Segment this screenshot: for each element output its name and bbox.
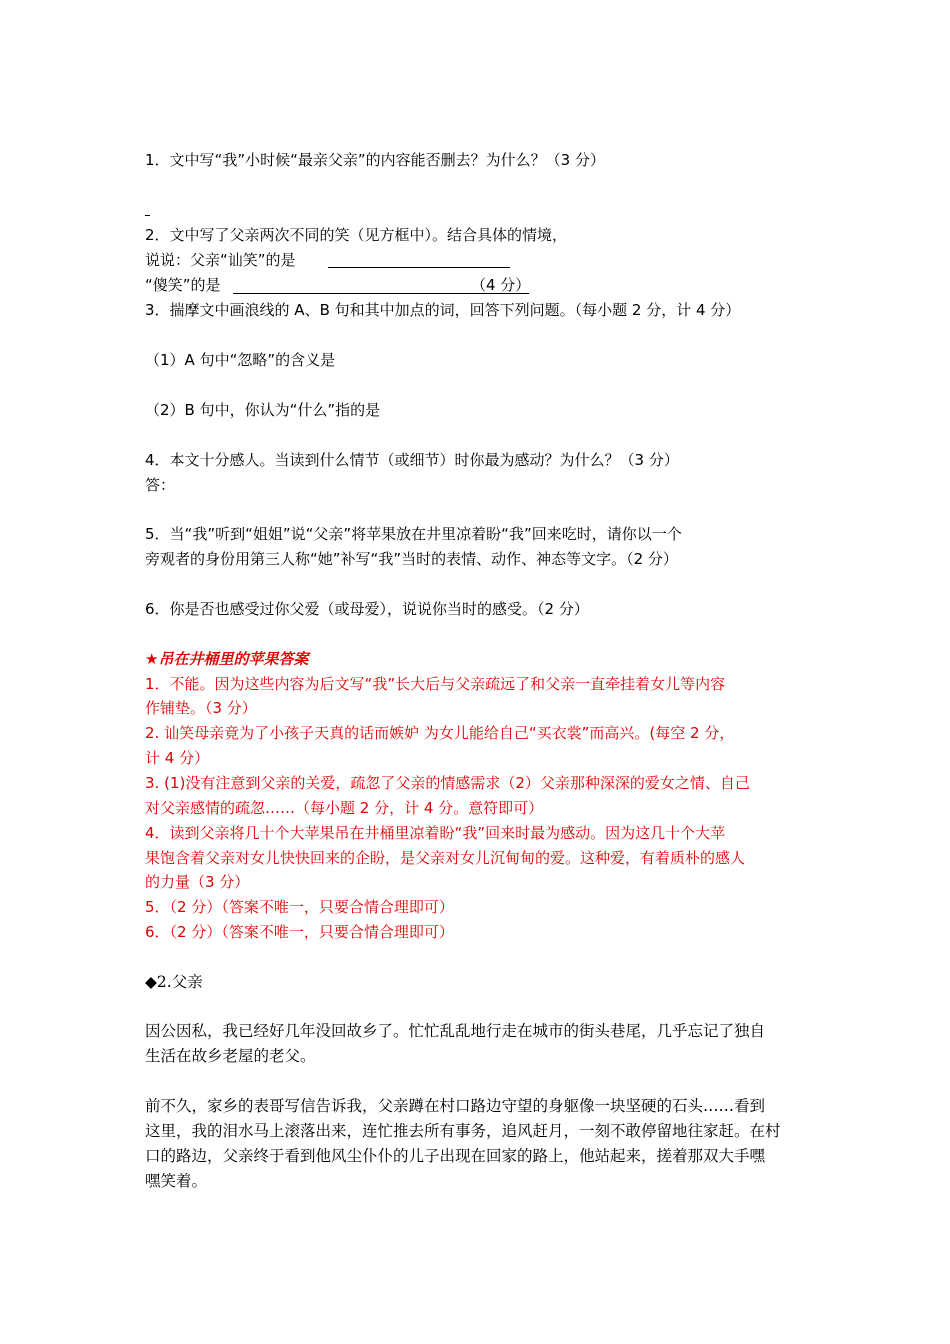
story-p2-line-3: 口的路边，父亲终于看到他风尘仆仆的儿子出现在回家的路上，他站起来，搓着那双大手嘿	[145, 1147, 766, 1165]
answer-6: 6．（2 分）（答案不唯一，只要合情合理即可）	[145, 923, 454, 941]
question-2-line-2: 说说：父亲“讪笑”的是	[145, 251, 296, 269]
question-2-line-1: 2．文中写了父亲两次不同的笑（见方框中）。结合具体的情境，	[145, 226, 568, 244]
story-heading: ◆2.父亲	[145, 973, 203, 991]
question-3-1: （1）A 句中“忽略”的含义是	[145, 351, 336, 369]
story-p2-line-4: 嘿笑着。	[145, 1172, 208, 1190]
answer-3-line-2: 对父亲感情的疏忽……（每小题 2 分，计 4 分。意符即可）	[145, 799, 544, 817]
story-p2-line-2: 这里，我的泪水马上滚落出来，连忙推去所有事务，追风赶月，一刻不敢停留地往家赶。在村	[145, 1122, 781, 1140]
answer-2-line-2: 计 4 分）	[145, 749, 210, 767]
answers-title: ★吊在井桶里的苹果答案	[145, 650, 309, 668]
question-2-score: （4 分）	[471, 276, 531, 294]
story-p1-line-2: 生活在故乡老屋的老父。	[145, 1047, 316, 1065]
question-6: 6．你是否也感受过你父爱（或母爱），说说你当时的感受。（2 分）	[145, 600, 589, 618]
question-3: 3．揣摩文中画浪线的 A、B 句和其中加点的词，回答下列问题。（每小题 2 分，计 4 分）	[145, 301, 741, 319]
answer-blank-2	[233, 292, 529, 294]
answer-5: 5．（2 分）（答案不唯一，只要合情合理即可）	[145, 898, 454, 916]
story-p1-line-1: 因公因私，我已经好几年没回故乡了。忙忙乱乱地行走在城市的街头巷尾，几乎忘记了独自	[145, 1022, 766, 1040]
question-5-line-2: 旁观者的身份用第三人称“她”补写“我”当时的表情、动作、神态等文字。（2 分）	[145, 550, 678, 568]
stray-mark	[145, 215, 150, 216]
answer-1-line-1: 1．不能。因为这些内容为后文写“我”长大后与父亲疏远了和父亲一直牵挂着女儿等内容	[145, 675, 726, 693]
answer-3-line-1: 3. (1)没有注意到父亲的关爱，疏忽了父亲的情感需求（2）父亲那种深深的爱女之情、自己	[145, 774, 750, 792]
question-5-line-1: 5．当“我”听到“姐姐”说“父亲”将苹果放在井里凉着盼“我”回来吃时，请你以一个	[145, 525, 682, 543]
answer-4-line-2: 果饱含着父亲对女儿快快回来的企盼，是父亲对女儿沉甸甸的爱。这种爱，有着质朴的感人	[145, 849, 746, 867]
answer-4-line-1: 4．读到父亲将几十个大苹果吊在井桶里凉着盼“我”回来时最为感动。因为这几十个大苹	[145, 824, 726, 842]
question-1: 1．文中写“我”小时候“最亲父亲”的内容能否删去？为什么？（3 分）	[145, 151, 605, 169]
question-3-2: （2）B 句中，你认为“什么”指的是	[145, 401, 381, 419]
question-4: 4．本文十分感人。当读到什么情节（或细节）时你最为感动？为什么？（3 分）	[145, 451, 679, 469]
question-2-line-3: “傻笑”的是	[145, 276, 221, 294]
question-4-answer-prompt: 答：	[145, 476, 176, 494]
answer-1-line-2: 作铺垫。（3 分）	[145, 699, 257, 717]
answer-blank-1	[328, 266, 510, 268]
answer-4-line-3: 的力量（3 分）	[145, 873, 250, 891]
answer-2-line-1: 2. 讪笑母亲竟为了小孩子天真的话而嫉妒 为女儿能给自己“买衣裳”而高兴。(每空 2 分，	[145, 724, 735, 742]
story-p2-line-1: 前不久，家乡的表哥写信告诉我，父亲蹲在村口路边守望的身躯像一块坚硬的石头……看到	[145, 1097, 766, 1115]
